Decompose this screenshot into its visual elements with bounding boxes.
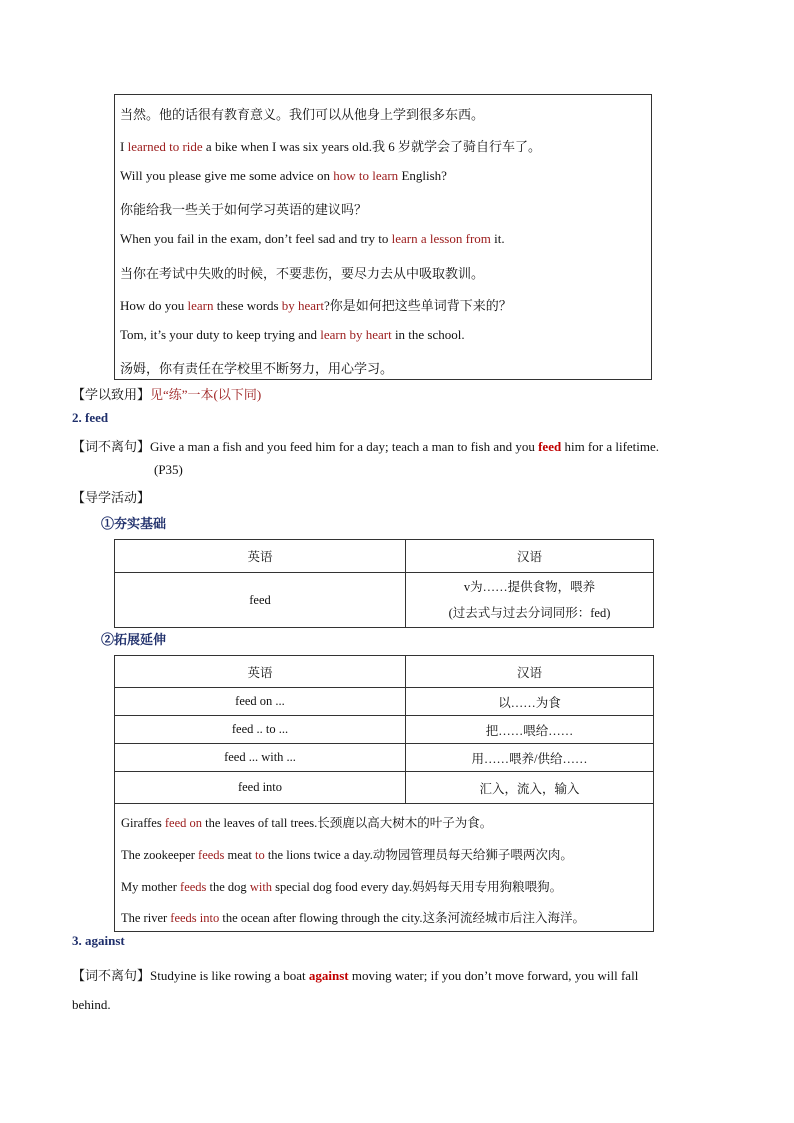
highlight-phrase: learn a lesson from — [391, 231, 491, 246]
table-cell: feed .. to ... — [115, 716, 406, 744]
example-line — [120, 358, 393, 377]
definition: v为……提供食物，喂养 — [463, 580, 596, 594]
text: ?你是如何把这些单词背下来的？ — [324, 298, 512, 313]
example-line — [121, 877, 562, 895]
practice-note — [72, 384, 261, 403]
table-header: 英语 — [115, 656, 406, 688]
highlight-phrase: to — [254, 848, 265, 862]
text: The river — [121, 911, 171, 925]
table-cell: 汇入，流入，输入 — [406, 772, 654, 804]
text: a bike when I was six years old.我 6 岁就学会了骑自行车了。 — [202, 139, 541, 154]
highlight-phrase: learn — [187, 298, 214, 313]
example-line — [121, 908, 585, 926]
table-cell: 用……喂养/供给…… — [406, 744, 654, 772]
highlight-phrase: how to learn — [333, 168, 399, 183]
practice-text: 见“练”一本(以下同) — [150, 387, 262, 402]
example-line — [120, 231, 505, 247]
quote-line — [72, 436, 659, 455]
basic-table — [114, 539, 654, 628]
quote-text: Give a man a fish and you feed him for a day; teach a man to fish and you — [150, 439, 539, 454]
quote-text: Studyine is like rowing a boat — [150, 968, 309, 983]
text: the lions twice a day.动物园管理员每天给狮子喂两次肉。 — [264, 848, 573, 862]
table-cell: feed — [115, 573, 406, 628]
table-cell: 把……喂给…… — [406, 716, 654, 744]
text: special dog food every day.妈妈每天用专用狗粮喂狗。 — [272, 880, 563, 894]
keyword: against — [308, 968, 349, 983]
example-line — [120, 168, 447, 184]
highlight-phrase: feed on — [164, 816, 202, 830]
definition-note: (过去式与过去分词同形：fed) — [448, 606, 611, 620]
section-title-feed: 2. feed — [72, 410, 109, 425]
text: it. — [490, 231, 505, 246]
text: When you fail in the exam, don’t feel sad and try to — [120, 231, 392, 246]
example-line — [120, 263, 484, 282]
quote-text: moving water; if you don’t move forward, you will fall — [348, 968, 639, 983]
quote-text-continued: behind. — [72, 997, 111, 1012]
subsection-extend: ②拓展延伸 — [101, 632, 167, 647]
highlight-phrase: with — [249, 880, 273, 894]
section-label: 【词不离句】 — [72, 968, 151, 983]
highlight-phrase: learn by heart — [320, 327, 392, 342]
text: Giraffes — [121, 816, 165, 830]
cn-sentence: 你能给我一些关于如何学习英语的建议吗？ — [120, 202, 368, 217]
highlight-phrase: feeds — [180, 880, 207, 894]
cn-sentence: 当然。他的话很有教育意义。我们可以从他身上学到很多东西。 — [120, 107, 485, 122]
section-label: 【学以致用】 — [72, 387, 151, 402]
highlight-phrase: feeds — [198, 848, 225, 862]
section-label: 【词不离句】 — [72, 439, 151, 454]
table-header: 汉语 — [406, 540, 654, 573]
text: Will you please give me some advice on — [120, 168, 334, 183]
quote-line — [72, 965, 638, 984]
text: these words — [213, 298, 282, 313]
page-ref: (P35) — [154, 462, 183, 477]
subsection-basic: ①夯实基础 — [101, 516, 167, 531]
text: My mother — [121, 880, 181, 894]
table-cell: feed ... with ... — [115, 744, 406, 772]
text: How do you — [120, 298, 188, 313]
text: Tom, it’s your duty to keep trying and — [120, 327, 321, 342]
cn-sentence: 当你在考试中失败的时候，不要悲伤，要尽力去从中吸取教训。 — [120, 266, 485, 281]
example-line — [121, 813, 492, 831]
section-title-against: 3. against — [72, 933, 125, 948]
example-line — [120, 136, 541, 155]
table-header: 汉语 — [406, 656, 654, 688]
highlight-phrase: feeds into — [170, 911, 220, 925]
highlight-phrase: by heart — [281, 298, 324, 313]
table-cell: 以……为食 — [406, 688, 654, 716]
table-cell — [406, 573, 654, 628]
text: the leaves of tall trees.长颈鹿以高大树木的叶子为食。 — [202, 816, 493, 830]
table-header: 英语 — [115, 540, 406, 573]
keyword: feed — [538, 439, 562, 454]
table-cell: feed into — [115, 772, 406, 804]
example-line — [120, 295, 512, 314]
section-label-guide: 【导学活动】 — [72, 490, 151, 505]
example-line — [120, 199, 367, 218]
text: the dog — [206, 880, 250, 894]
example-line — [121, 845, 573, 863]
quote-text: him for a lifetime. — [561, 439, 660, 454]
text: I — [120, 139, 128, 154]
table-cell: feed on ... — [115, 688, 406, 716]
example-line — [120, 104, 484, 123]
text: meat — [224, 848, 255, 862]
text: in the school. — [391, 327, 465, 342]
cn-sentence: 汤姆，你有责任在学校里不断努力，用心学习。 — [120, 361, 394, 376]
text: the ocean after flowing through the city.这条河流经城市后注入海洋。 — [219, 911, 586, 925]
highlight-phrase: learned to ride — [127, 139, 203, 154]
text: The zookeeper — [121, 848, 199, 862]
example-line — [120, 327, 465, 343]
text: English? — [398, 168, 447, 183]
